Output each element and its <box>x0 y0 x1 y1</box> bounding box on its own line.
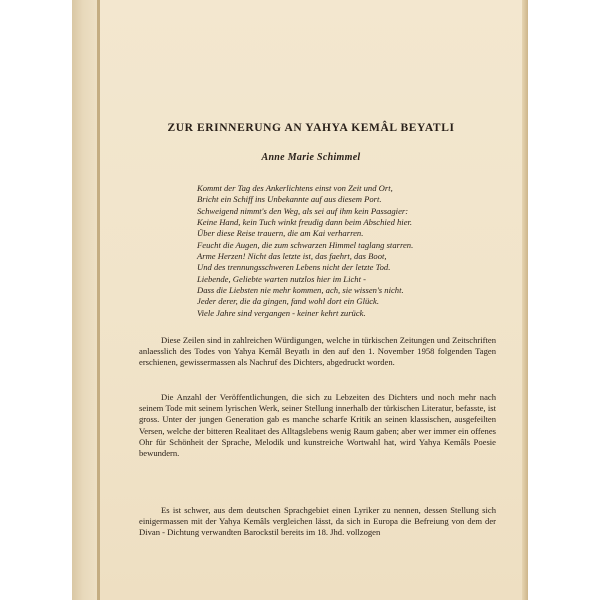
poem-line: Dass die Liebsten nie mehr kommen, ach, sie wissen's nicht. <box>197 285 404 296</box>
poem-line: Arme Herzen! Nicht das letzte ist, das faehrt, das Boot, <box>197 251 387 262</box>
paragraph-1 <box>139 335 496 369</box>
poem-line: Über diese Reise trauern, die am Kai verharren. <box>197 228 364 239</box>
page-right-edge <box>522 0 528 600</box>
paragraph-2 <box>139 392 496 459</box>
poem-line: Und des trennungsschweren Lebens nicht der letzte Tod. <box>197 262 391 273</box>
poem-line: Liebende, Geliebte warten nutzlos hier im Licht - <box>197 273 366 284</box>
paragraph-text: Die Anzahl der Veröffentlichungen, die sich zu Lebzeiten des Dichters und noch mehr nach seinem Tode mit seinem lyrischen Werk, seiner Stellung innerhalb der türkischen Literatur, befasste, ist gross. Unter der jungen Generation gab es manche scharfe Kritik an seinen klassischen, ausgefeilten Versen, welche der bitteren Realitaet des Alltagslebens wenig Raum gaben; aber wer immer ein offenes Ohr für Schönheit der Sprache, Melodik und kunstreiche Wortwahl hat, wird Yahya Kemâls Poesie bewundern. <box>139 392 496 459</box>
article-author: Anne Marie Schimmel <box>261 152 361 163</box>
document-page <box>100 0 522 600</box>
poem-line: Kommt der Tag des Ankerlichtens einst von Zeit und Ort, <box>197 183 393 193</box>
paragraph-text: Diese Zeilen sind in zahlreichen Würdigungen, welche in türkischen Zeitungen und Zeitschriften anlaesslich des Todes von Yahya Kemâl Beyatlı in den auf den 1. November 1958 folgenden Tagen erschienen, gewissermassen als Nachruf des Dichters, abgedruckt worden. <box>139 335 496 368</box>
paragraph-3 <box>139 505 496 539</box>
poem-line: Feucht die Augen, die zum schwarzen Himmel taglang starren. <box>197 239 414 250</box>
poem-block <box>197 183 517 319</box>
poem-line: Keine Hand, kein Tuch winkt freudig dann beim Abschied hier. <box>197 217 413 228</box>
poem-line: Jeder derer, die da gingen, fand wohl dort ein Glück. <box>197 296 380 307</box>
book-spine-edge <box>72 0 100 600</box>
poem-line: Bricht ein Schiff ins Unbekannte auf aus diesem Port. <box>197 194 382 205</box>
poem-line: Schweigend nimmt's den Weg, als sei auf ihm kein Passagier: <box>197 205 409 216</box>
poem-line: Viele Jahre sind vergangen - keiner kehrt zurück. <box>197 307 366 318</box>
paragraph-text: Es ist schwer, aus dem deutschen Sprachgebiet einen Lyriker zu nennen, dessen Stellung sich einigermassen mit der Yahya Kemâls vergleichen lässt, da sich in Europa die Befreiung von dem der Divan - Dichtung verwandten Barockstil bereits im 18. Jhd. vollzogen <box>139 505 496 538</box>
article-title: ZUR ERINNERUNG AN YAHYA KEMÂL BEYATLI <box>167 122 455 134</box>
